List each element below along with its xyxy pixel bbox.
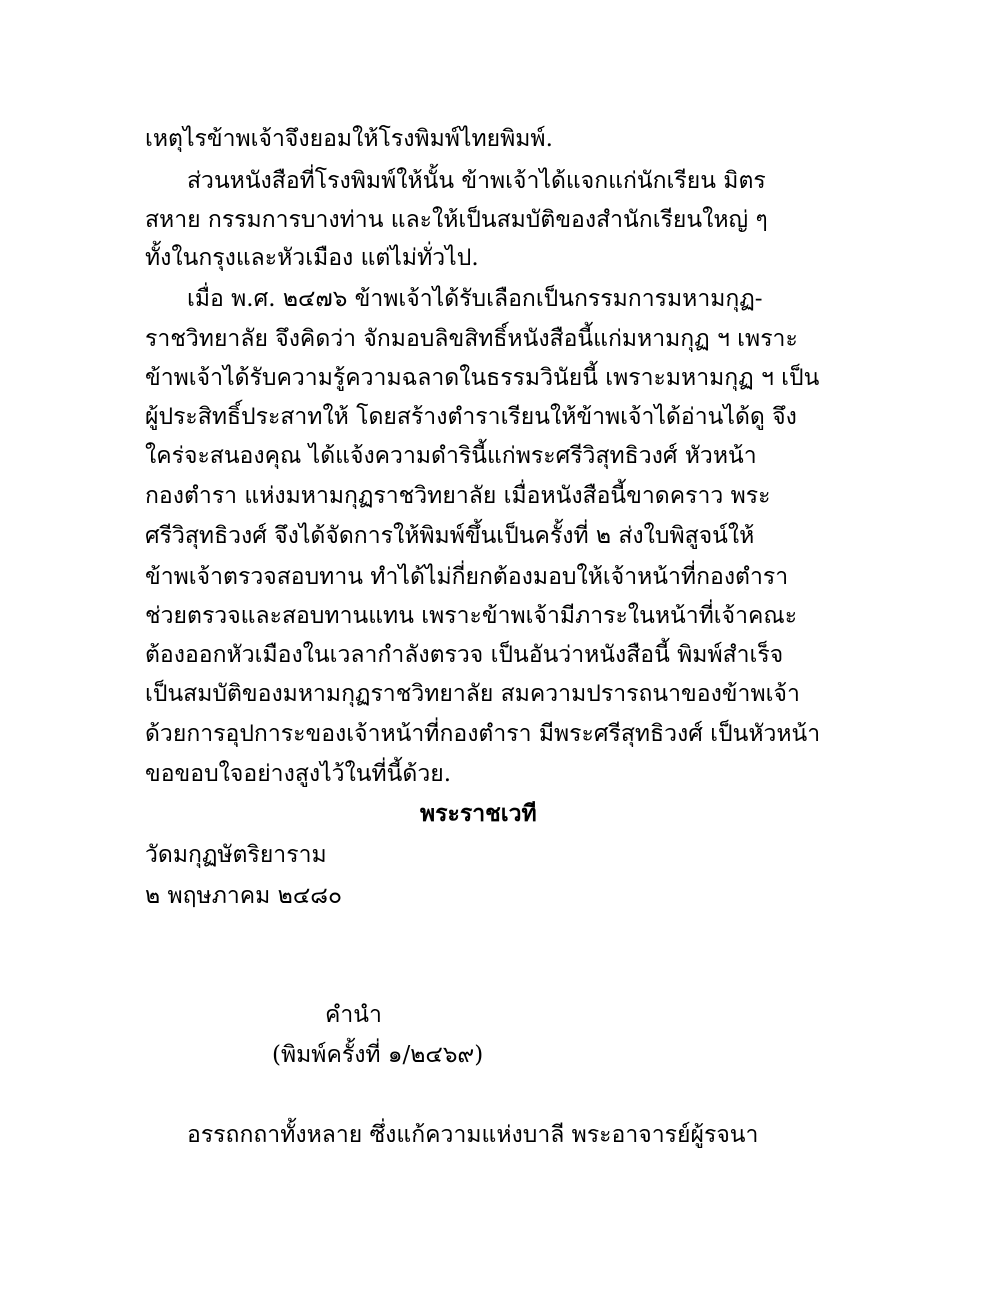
paragraph-line: ส่วนหนังสือที่โรงพิมพ์ให้นั้น ข้าพเจ้าได้แจกแก่นักเรียน มิตร xyxy=(187,168,766,194)
paragraph-line: ศรีวิสุทธิวงศ์ จึงได้จัดการให้พิมพ์ขึ้นเป็นครั้งที่ ๒ ส่งใบพิสูจน์ให้ xyxy=(145,523,755,549)
paragraph-line: กองตำรา แห่งมหามกุฏราชวิทยาลัย เมื่อหนังสือนี้ขาดคราว พระ xyxy=(145,483,771,509)
paragraph-line: เหตุไรข้าพเจ้าจึงยอมให้โรงพิมพ์ไทยพิมพ์. xyxy=(145,126,553,152)
paragraph-line: อรรถกถาทั้งหลาย ซึ่งแก้ความแห่งบาลี พระอาจารย์ผู้รจนา xyxy=(187,1122,759,1148)
paragraph-line: ขอขอบใจอย่างสูงไว้ในที่นี้ด้วย. xyxy=(145,761,452,787)
section-title: คำนำ xyxy=(325,1002,382,1028)
section-subtitle: (พิมพ์ครั้งที่ ๑/๒๔๖๙) xyxy=(272,1042,484,1068)
paragraph-line: ราชวิทยาลัย จึงคิดว่า จักมอบลิขสิทธิ์หนังสือนี้แก่มหามกุฏ ฯ เพราะ xyxy=(145,326,798,352)
paragraph-line: เมื่อ พ.ศ. ๒๔๗๖ ข้าพเจ้าได้รับเลือกเป็นกรรมการมหามกุฏ- xyxy=(187,286,763,312)
paragraph-line: ด้วยการอุปการะของเจ้าหน้าที่กองตำรา มีพระศรีสุทธิวงศ์ เป็นหัวหน้า xyxy=(145,721,821,747)
paragraph-line: ข้าพเจ้าตรวจสอบทาน ทำได้ไม่กี่ยกต้องมอบให้เจ้าหน้าที่กองตำรา xyxy=(145,564,789,590)
paragraph-line: เป็นสมบัติของมหามกุฏราชวิทยาลัย สมความปรารถนาของข้าพเจ้า xyxy=(145,681,800,707)
signature-date: ๒ พฤษภาคม ๒๔๘๐ xyxy=(145,883,343,909)
paragraph-line: ใคร่จะสนองคุณ ได้แจ้งความดำรินี้แก่พระศรีวิสุทธิวงศ์ หัวหน้า xyxy=(145,443,757,469)
paragraph-line: ต้องออกหัวเมืองในเวลากำลังตรวจ เป็นอันว่าหนังสือนี้ พิมพ์สำเร็จ xyxy=(145,642,784,668)
paragraph-line: ทั้งในกรุงและหัวเมือง แต่ไม่ทั่วไป. xyxy=(145,245,479,271)
paragraph-line: สหาย กรรมการบางท่าน และให้เป็นสมบัติของสำนักเรียนใหญ่ ๆ xyxy=(145,207,768,233)
paragraph-line: ข้าพเจ้าได้รับความรู้ความฉลาดในธรรมวินัยนี้ เพราะมหามกุฏ ฯ เป็น xyxy=(145,365,820,391)
paragraph-line: ผู้ประสิทธิ์ประสาทให้ โดยสร้างตำราเรียนให้ข้าพเจ้าได้อ่านได้ดู จึง xyxy=(145,404,797,430)
signature-place: วัดมกุฏษัตริยาราม xyxy=(145,842,327,868)
signature-name: พระราชเวที xyxy=(420,800,537,827)
paragraph-line: ช่วยตรวจและสอบทานแทน เพราะข้าพเจ้ามีภาระในหน้าที่เจ้าคณะ xyxy=(145,603,798,629)
